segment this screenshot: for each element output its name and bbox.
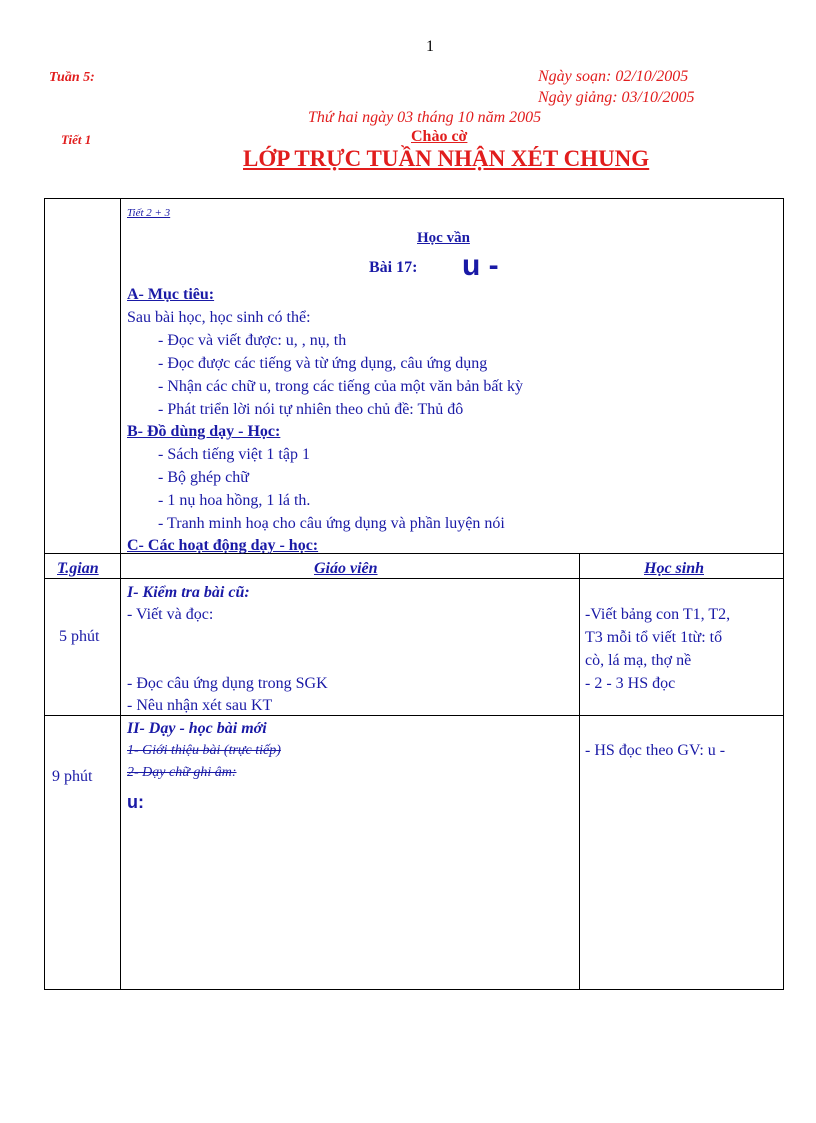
header-time: T.gian <box>57 560 99 577</box>
row-time: 5 phút <box>59 628 100 645</box>
teach-date: Ngày giảng: 03/10/2005 <box>538 89 695 106</box>
page-number: 1 <box>426 38 434 55</box>
table-top-border <box>44 198 784 199</box>
material-item: - Sách tiếng việt 1 tập 1 <box>158 446 310 463</box>
teacher-heading: II- Dạy - học bài mới <box>127 720 267 737</box>
table-right-border <box>783 198 784 990</box>
table-left-border <box>44 198 45 990</box>
lesson-periods: Tiết 2 + 3 <box>127 207 171 219</box>
student-line: - 2 - 3 HS đọc <box>585 675 676 692</box>
teacher-line: - Viết và đọc: <box>127 606 214 623</box>
material-item: - 1 nụ hoa hồng, 1 lá th. <box>158 492 311 509</box>
day-line: Thứ hai ngày 03 tháng 10 năm 2005 <box>308 109 542 126</box>
section-c-heading: C- Các hoạt động dạy - học: <box>127 537 319 554</box>
student-line: cò, lá mạ, thợ nề <box>585 652 692 669</box>
student-column-divider <box>579 553 580 990</box>
table-bottom-border <box>44 989 784 990</box>
section-a-heading: A- Mục tiêu: <box>127 286 215 303</box>
period-label: Tiết 1 <box>61 132 92 147</box>
objective-item: - Đọc được các tiếng và từ ứng dụng, câu ứng dụng <box>158 355 488 372</box>
section-a-intro: Sau bài học, học sinh có thể: <box>127 309 311 326</box>
week-label: Tuần 5: <box>49 70 95 85</box>
teacher-line: - Nêu nhận xét sau KT <box>127 697 273 714</box>
header-teacher: Giáo viên <box>314 560 378 577</box>
student-line: -Viết bảng con T1, T2, <box>585 606 731 623</box>
material-item: - Tranh minh hoạ cho câu ứng dụng và phần luyện nói <box>158 515 505 532</box>
student-line: T3 mỗi tổ viết 1từ: tổ <box>585 629 723 646</box>
teacher-subheading: 2- Dạy chữ ghi âm: <box>127 765 237 780</box>
teacher-heading: I- Kiểm tra bài cũ: <box>127 584 250 601</box>
time-column-divider <box>120 198 121 990</box>
lesson-letter: u - <box>462 249 499 282</box>
header-row-bottom-border <box>44 578 784 579</box>
section-b-heading: B- Đồ dùng dạy - Học: <box>127 423 281 440</box>
objective-item: - Phát triển lời nói tự nhiên theo chủ đề: Thủ đô <box>158 401 464 418</box>
teacher-subheading: 1- Giới thiệu bài (trực tiếp) <box>127 743 281 758</box>
teacher-letter: u: <box>127 792 144 812</box>
teacher-line: - Đọc câu ứng dụng trong SGK <box>127 675 328 692</box>
header-student: Học sinh <box>644 560 705 577</box>
prep-date: Ngày soạn: 02/10/2005 <box>538 68 689 85</box>
student-line: - HS đọc theo GV: u - <box>585 742 726 759</box>
material-item: - Bộ ghép chữ <box>158 469 249 486</box>
subject-heading: Học vần <box>417 230 470 246</box>
row-divider <box>44 715 784 716</box>
objective-item: - Nhận các chữ u, trong các tiếng của một văn bản bất kỳ <box>158 378 523 395</box>
row-time: 9 phút <box>52 768 93 785</box>
lesson-label: Bài 17: <box>369 259 418 276</box>
page-title: LỚP TRỰC TUẦN NHẬN XÉT CHUNG <box>243 146 650 171</box>
subtitle: Chào cờ <box>411 128 468 145</box>
objective-item: - Đọc và viết được: u, , nụ, th <box>158 332 347 349</box>
